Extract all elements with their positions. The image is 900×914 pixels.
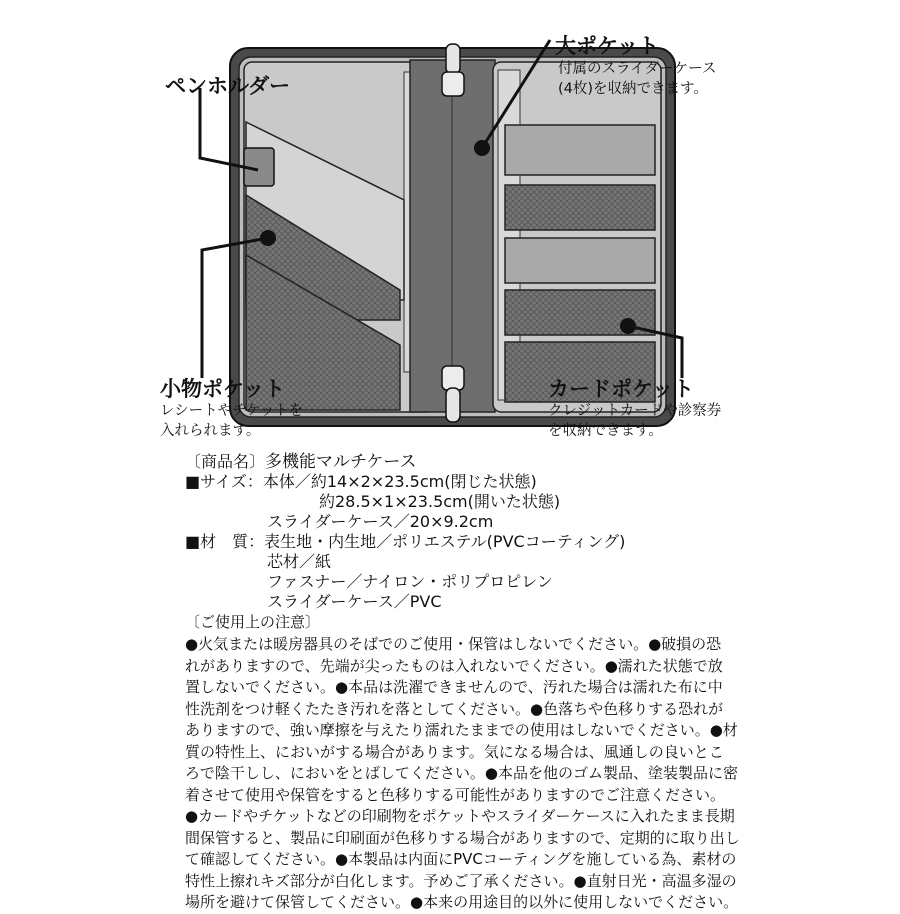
size-line-2: 約28.5×1×23.5cm(開いた状態) <box>319 492 561 511</box>
material-row-4 <box>185 592 625 612</box>
notes-line: 間保管すると、製品に印刷面が色移りする場合がありますので、定期的に取り出し <box>185 828 740 847</box>
notes-line: ●カードやチケットなどの印刷物をポケットやスライダーケースに入れたまま長期 <box>185 807 735 825</box>
notes-line: れがありますので、先端が尖ったものは入れないでください。●濡れた状態で放 <box>185 656 723 675</box>
size-row-3 <box>185 512 625 532</box>
product-name-label: 〔商品名〕 <box>185 452 266 471</box>
card-slot-3 <box>505 238 655 283</box>
material-row-3 <box>185 572 625 592</box>
notes-line: 場所を避けて保管してください。●本来の用途目的以外に使用しないでください。 <box>185 893 739 911</box>
material-row-2 <box>185 552 625 572</box>
product-name: 多機能マルチケース <box>265 452 417 472</box>
product-diagram <box>0 0 900 450</box>
small-pocket-desc-2: 入れられます。 <box>160 423 261 439</box>
notes-line: ●火気または暖房器具のそばでのご使用・保管はしないでください。●破損の恐 <box>185 635 722 653</box>
notes-line: て確認してください。●本製品は内面にPVCコーティングを施している為、素材の <box>185 850 737 868</box>
notes-line: 性洗剤をつけ軽くたたき汚れを落としてください。●色落ちや色移りする恐れが <box>185 699 724 718</box>
zipper-bottom <box>442 366 464 422</box>
material-line-1: 表生地・内生地／ポリエステル(PVCコーティング) <box>264 532 626 551</box>
size-row-1 <box>185 472 625 492</box>
pen-holder-title: ペンホルダー <box>165 74 291 98</box>
small-pocket-title: 小物ポケット <box>160 377 285 401</box>
large-pocket-title: 大ポケット <box>555 34 659 58</box>
material-line-3: ファスナー／ナイロン・ポリプロピレン <box>267 572 553 591</box>
notes-line: 着させて使用や保管をすると色移りする可能性がありますのでご注意ください。 <box>185 785 726 804</box>
size-line-1: 本体／約14×2×23.5cm(閉じた状態) <box>262 472 537 491</box>
material-line-4: スライダーケース／PVC <box>267 592 442 611</box>
large-pocket-desc-1: 付属のスライダーケース <box>558 61 717 77</box>
card-slot-2 <box>505 185 655 230</box>
small-pocket-desc-1: レシートやチケットを <box>160 403 304 419</box>
card-slot-1 <box>505 125 655 175</box>
notes-line: 質の特性上、においがする場合があります。気になる場合は、風通しの良いとこ <box>185 742 724 761</box>
size-label: ■サイズ： <box>185 472 263 491</box>
card-pocket-desc-2: を収納できます。 <box>548 423 663 439</box>
material-line-2: 芯材／紙 <box>267 552 332 571</box>
usage-notes <box>185 634 745 914</box>
notes-line: 置しないでください。●本品は洗濯できませんので、汚れた場合は濡れた布に中 <box>185 678 723 696</box>
size-row-2 <box>185 492 625 512</box>
card-pocket-desc-1: クレジットカードや診察券 <box>548 403 722 419</box>
notes-heading: 〔ご使用上の注意〕 <box>185 613 321 631</box>
card-pocket-title: カードポケット <box>548 377 694 401</box>
product-specs <box>185 452 625 612</box>
notes-line: 特性上擦れキズ部分が白化します。予めご了承ください。●直射日光・高温多湿の <box>185 871 737 890</box>
large-pocket-desc-2: (4枚)を収納できます。 <box>558 81 708 97</box>
notes-line: ありますので、強い摩擦を与えたり濡れたままでの使用はしないでください。●材 <box>185 721 738 739</box>
material-row-1 <box>185 532 625 552</box>
material-label: ■材 質： <box>185 532 265 551</box>
product-name-row <box>185 452 625 472</box>
size-line-3: スライダーケース／20×9.2cm <box>267 512 494 531</box>
notes-line: ろで陰干しし、においをとばしてください。●本品を他のゴム製品、塗装製品に密 <box>185 764 738 782</box>
